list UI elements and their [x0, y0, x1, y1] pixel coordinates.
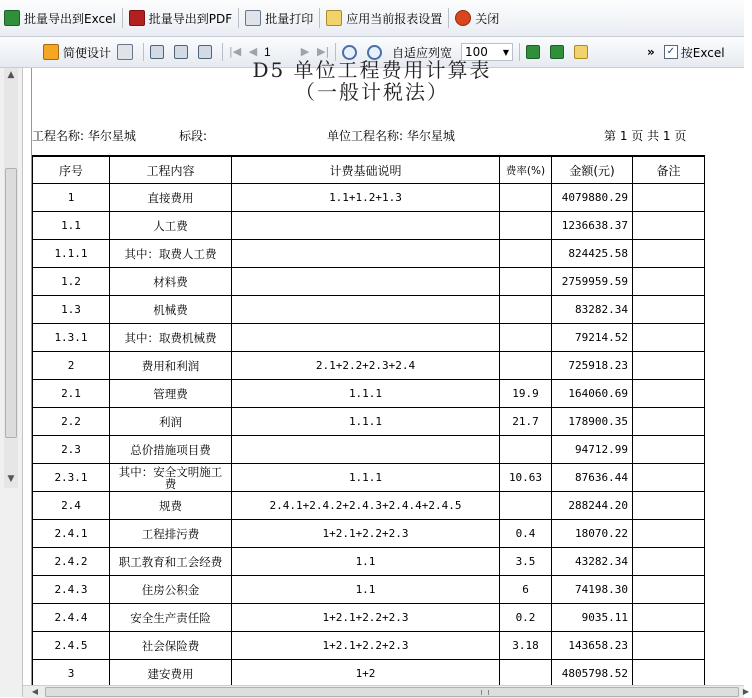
- cell-amount: 2759959.59: [552, 268, 633, 296]
- cell-name: 直接费用: [110, 184, 232, 212]
- cell-rate: [500, 240, 552, 268]
- cell-basis: 1.1: [232, 548, 500, 576]
- cell-name: 总价措施项目费: [110, 436, 232, 464]
- unit-project-label: 单位工程名称:: [327, 129, 404, 143]
- scroll-down-icon[interactable]: ▼: [7, 474, 15, 484]
- cell-basis: 1+2.1+2.2+2.3: [232, 604, 500, 632]
- autofit-columns-label: 自适应列宽: [392, 45, 453, 60]
- report-subtitle: （一般计税法）: [295, 80, 449, 104]
- grip-icon: [481, 690, 489, 695]
- cell-amount: 83282.34: [552, 296, 633, 324]
- cell-note: [633, 380, 705, 408]
- batch-export-excel-label: 批量导出到Excel: [24, 11, 116, 26]
- cell-amount: 9035.11: [552, 604, 633, 632]
- column-header: 计费基础说明: [232, 156, 500, 184]
- batch-print-button[interactable]: [241, 6, 317, 30]
- cell-amount: 824425.58: [552, 240, 633, 268]
- cell-no: 1.1: [33, 212, 110, 240]
- report-page: [31, 58, 712, 685]
- cell-rate: [500, 492, 552, 520]
- cell-basis: 1.1: [232, 576, 500, 604]
- cell-rate: 21.7: [500, 408, 552, 436]
- cell-amount: 87636.44: [552, 464, 633, 492]
- cell-rate: 6: [500, 576, 552, 604]
- column-header: 序号: [33, 156, 110, 184]
- unit-project-name: [327, 127, 455, 144]
- table-row: [33, 604, 705, 632]
- cell-basis: 1.1.1: [232, 380, 500, 408]
- cell-amount: 4079880.29: [552, 184, 633, 212]
- scroll-right-icon[interactable]: ▶: [742, 687, 750, 696]
- cell-basis: 2.4.1+2.4.2+2.4.3+2.4.4+2.4.5: [232, 492, 500, 520]
- cell-amount: 79214.52: [552, 324, 633, 352]
- table-header-row: [33, 156, 705, 184]
- cell-rate: [500, 436, 552, 464]
- cell-basis: 1.1.1: [232, 408, 500, 436]
- column-header: 备注: [633, 156, 705, 184]
- cell-note: [633, 660, 705, 688]
- cell-rate: [500, 352, 552, 380]
- settings-icon: [326, 10, 342, 26]
- cell-basis: [232, 324, 500, 352]
- cell-note: [633, 212, 705, 240]
- toolbar-separator: [319, 8, 320, 28]
- toolbar-separator: [448, 8, 449, 28]
- cell-name: 管理费: [110, 380, 232, 408]
- toolbar-separator: [122, 8, 123, 28]
- batch-print-label: 批量打印: [265, 11, 314, 26]
- cell-note: [633, 184, 705, 212]
- cell-no: 1.3.1: [33, 324, 110, 352]
- pdf-icon: [129, 10, 145, 26]
- table-row: [33, 240, 705, 268]
- cell-no: 1.3: [33, 296, 110, 324]
- cell-amount: 288244.20: [552, 492, 633, 520]
- cell-basis: 2.1+2.2+2.3+2.4: [232, 352, 500, 380]
- cell-rate: 0.4: [500, 520, 552, 548]
- cell-name: 安全生产责任险: [110, 604, 232, 632]
- cell-basis: 1+2.1+2.2+2.3: [232, 520, 500, 548]
- left-panel: [0, 68, 23, 697]
- cell-rate: 10.63: [500, 464, 552, 492]
- table-row: [33, 212, 705, 240]
- cell-basis: 1+2: [232, 660, 500, 688]
- cell-rate: 3.18: [500, 632, 552, 660]
- last-page-icon[interactable]: ▶|: [317, 45, 330, 58]
- close-button[interactable]: [451, 6, 503, 30]
- cell-no: 2.4.5: [33, 632, 110, 660]
- table-row: [33, 352, 705, 380]
- cell-note: [633, 632, 705, 660]
- cell-note: [633, 548, 705, 576]
- cell-rate: [500, 296, 552, 324]
- cell-amount: 725918.23: [552, 352, 633, 380]
- cell-rate: 0.2: [500, 604, 552, 632]
- table-row: [33, 408, 705, 436]
- horizontal-scrollbar[interactable]: [23, 685, 750, 698]
- cell-name: 住房公积金: [110, 576, 232, 604]
- column-header: 工程内容: [110, 156, 232, 184]
- fee-table: [32, 155, 705, 688]
- cell-name: 其中：取费机械费: [110, 324, 232, 352]
- cell-no: 2.4.2: [33, 548, 110, 576]
- checkbox-checked-icon: ✓: [664, 45, 678, 59]
- project-name-label: 工程名称:: [32, 129, 85, 143]
- cell-no: 1: [33, 184, 110, 212]
- close-label: 关闭: [475, 11, 500, 26]
- cell-no: 2.4.3: [33, 576, 110, 604]
- cell-basis: [232, 268, 500, 296]
- cell-basis: [232, 436, 500, 464]
- cell-no: 3: [33, 660, 110, 688]
- cell-no: 1.1.1: [33, 240, 110, 268]
- chevron-down-icon: ▼: [502, 47, 510, 57]
- cell-no: 2.4: [33, 492, 110, 520]
- unit-project-value: 华尔星城: [406, 129, 455, 143]
- printer-icon: [245, 10, 261, 26]
- cell-name: 工程排污费: [110, 520, 232, 548]
- cell-basis: 1.1+1.2+1.3: [232, 184, 500, 212]
- column-header: 金额(元): [552, 156, 633, 184]
- cell-note: [633, 604, 705, 632]
- cell-rate: [500, 324, 552, 352]
- cell-basis: [232, 296, 500, 324]
- batch-export-pdf-label: 批量导出到PDF: [148, 11, 233, 26]
- first-page-icon[interactable]: |◀: [229, 45, 242, 58]
- batch-export-pdf-button[interactable]: [125, 6, 236, 30]
- cell-name: 建安费用: [110, 660, 232, 688]
- cell-amount: 4805798.52: [552, 660, 633, 688]
- close-icon: [455, 10, 471, 26]
- cell-basis: [232, 240, 500, 268]
- cell-name: 人工费: [110, 212, 232, 240]
- cell-amount: 43282.34: [552, 548, 633, 576]
- left-scrollbar[interactable]: [4, 68, 18, 488]
- cell-no: 2.4.4: [33, 604, 110, 632]
- table-row: [33, 660, 705, 688]
- cell-no: 2.1: [33, 380, 110, 408]
- cell-rate: [500, 660, 552, 688]
- column-header: 费率(%): [500, 156, 552, 184]
- table-row: [33, 464, 705, 492]
- cell-no: 2: [33, 352, 110, 380]
- main-toolbar: [0, 0, 744, 37]
- cell-note: [633, 492, 705, 520]
- report-viewer: [23, 58, 744, 685]
- cell-no: 2.4.1: [33, 520, 110, 548]
- table-row: [33, 184, 705, 212]
- cell-note: [633, 296, 705, 324]
- table-row: [33, 492, 705, 520]
- table-row: [33, 632, 705, 660]
- prev-page-icon[interactable]: ◀: [248, 45, 258, 58]
- toolbar-overflow-icon[interactable]: »: [647, 45, 655, 59]
- cell-rate: [500, 184, 552, 212]
- scrollbar-thumb[interactable]: [5, 168, 17, 438]
- cell-name: 其中：安全文明施工费: [110, 464, 232, 492]
- cell-name: 其中：取费人工费: [110, 240, 232, 268]
- cell-name: 规费: [110, 492, 232, 520]
- cell-name: 职工教育和工会经费: [110, 548, 232, 576]
- cell-amount: 74198.30: [552, 576, 633, 604]
- report-title: D5 单位工程费用计算表: [252, 58, 492, 82]
- cell-note: [633, 464, 705, 492]
- cell-note: [633, 520, 705, 548]
- excel-icon: [4, 10, 20, 26]
- apply-report-settings-label: 应用当前报表设置: [346, 11, 443, 26]
- cell-rate: 3.5: [500, 548, 552, 576]
- table-row: [33, 380, 705, 408]
- cell-name: 利润: [110, 408, 232, 436]
- cell-amount: 143658.23: [552, 632, 633, 660]
- cell-basis: 1.1.1: [232, 464, 500, 492]
- cell-note: [633, 240, 705, 268]
- cell-note: [633, 408, 705, 436]
- scroll-left-icon[interactable]: ◀: [31, 687, 39, 696]
- table-row: [33, 576, 705, 604]
- cell-name: 机械费: [110, 296, 232, 324]
- cell-name: 费用和利润: [110, 352, 232, 380]
- cell-amount: 1236638.37: [552, 212, 633, 240]
- cell-amount: 178900.35: [552, 408, 633, 436]
- cell-amount: 164060.69: [552, 380, 633, 408]
- excel-option-label: 按Excel: [680, 45, 725, 60]
- cell-no: 2.3: [33, 436, 110, 464]
- table-row: [33, 520, 705, 548]
- cell-name: 社会保险费: [110, 632, 232, 660]
- table-row: [33, 324, 705, 352]
- cell-no: 2.3.1: [33, 464, 110, 492]
- simple-design-label: 简便设计: [63, 45, 112, 60]
- cell-rate: [500, 268, 552, 296]
- cell-no: 2.2: [33, 408, 110, 436]
- cell-name: 材料费: [110, 268, 232, 296]
- next-page-icon[interactable]: ▶: [300, 45, 310, 58]
- table-row: [33, 436, 705, 464]
- cell-note: [633, 324, 705, 352]
- table-row: [33, 296, 705, 324]
- cell-no: 1.2: [33, 268, 110, 296]
- cell-note: [633, 352, 705, 380]
- cell-rate: 19.9: [500, 380, 552, 408]
- project-name-value: 华尔星城: [87, 129, 136, 143]
- zoom-value: 100: [465, 45, 488, 59]
- cell-basis: 1+2.1+2.2+2.3: [232, 632, 500, 660]
- cell-basis: [232, 212, 500, 240]
- table-row: [33, 268, 705, 296]
- batch-export-excel-button[interactable]: [0, 6, 120, 30]
- project-name: [32, 127, 136, 144]
- cell-rate: [500, 212, 552, 240]
- page-info: 第 1 页 共 1 页: [604, 129, 687, 143]
- cell-note: [633, 268, 705, 296]
- toolbar-separator: [238, 8, 239, 28]
- cell-amount: 18070.22: [552, 520, 633, 548]
- scroll-up-icon[interactable]: ▲: [7, 70, 15, 80]
- section-label: 标段:: [179, 129, 208, 143]
- apply-report-settings-button[interactable]: [322, 6, 446, 30]
- cell-amount: 94712.99: [552, 436, 633, 464]
- scrollbar-thumb[interactable]: [45, 687, 739, 697]
- table-row: [33, 548, 705, 576]
- cell-note: [633, 436, 705, 464]
- cell-note: [633, 576, 705, 604]
